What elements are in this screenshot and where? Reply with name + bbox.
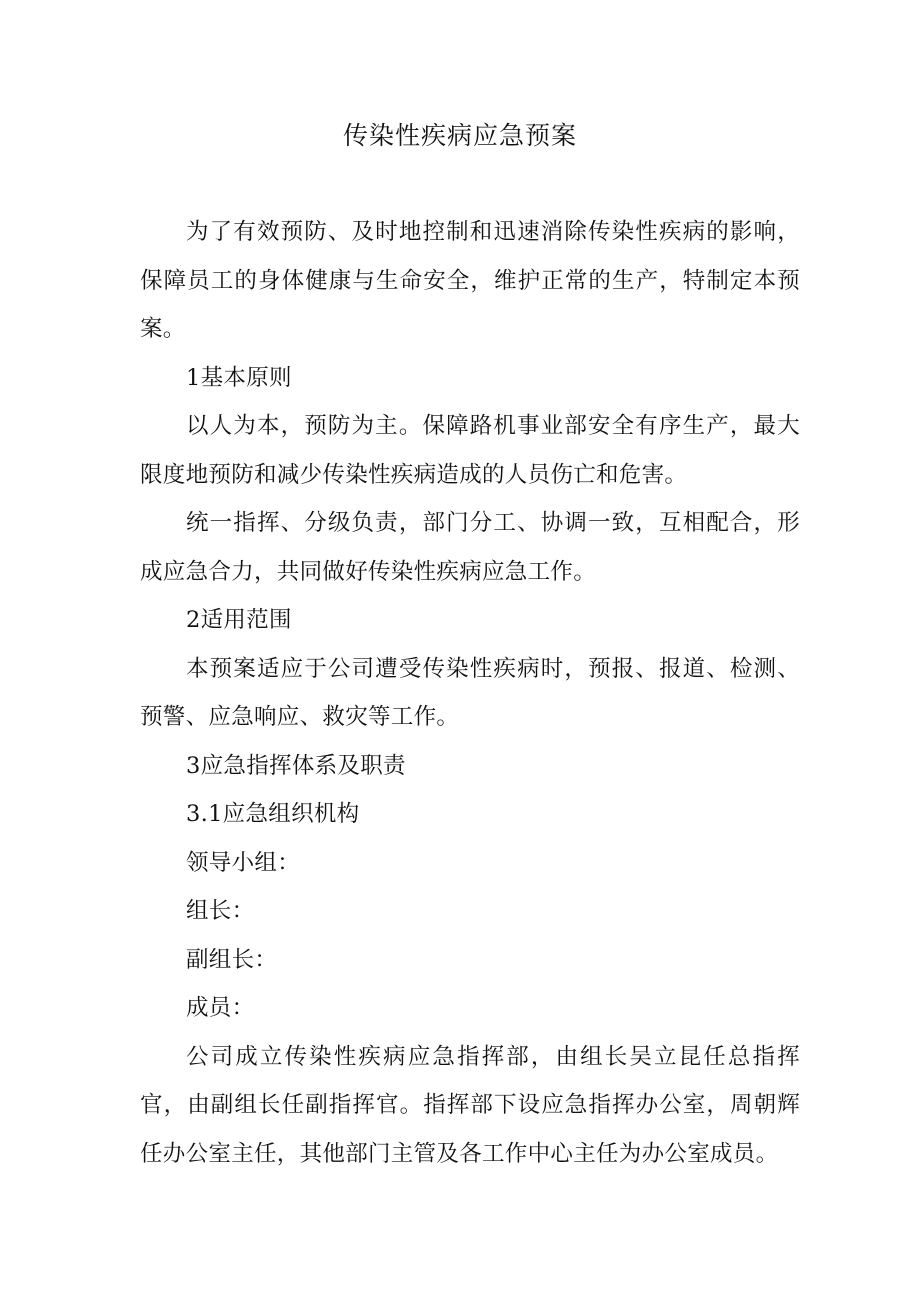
label-leadership-group: 领导小组： bbox=[186, 849, 301, 876]
document-body bbox=[140, 208, 800, 1178]
paragraph-command-headquarters: 公司成立传染性疾病应急指挥部，由组长吴立昆任总指挥官，由副组长任副指挥官。指挥部下设应急指挥办公室，周朝辉任办公室主任，其他部门主管及各工作中心主任为办公室成员。 bbox=[140, 1043, 800, 1167]
paragraph-principle-unified-command: 统一指挥、分级负责，部门分工、协调一致，互相配合，形成应急合力，共同做好传染性疾病应急工作。 bbox=[140, 510, 800, 585]
document-title: 传染性疾病应急预案 bbox=[342, 121, 577, 150]
section-heading-basic-principles: 1基本原则 bbox=[186, 364, 292, 391]
section-heading-scope: 2适用范围 bbox=[186, 607, 292, 633]
label-members: 成员： bbox=[186, 995, 255, 1021]
subsection-heading-organization: 3.1应急组织机构 bbox=[186, 801, 360, 827]
label-deputy-leader: 副组长： bbox=[186, 946, 278, 973]
section-heading-command-system: 3应急指挥体系及职责 bbox=[186, 752, 406, 779]
paragraph-principle-people-first: 以人为本，预防为主。保障路机事业部安全有序生产，最大限度地预防和减少传染性疾病造成的人员伤亡和危害。 bbox=[140, 413, 800, 488]
label-group-leader: 组长： bbox=[186, 898, 255, 924]
paragraph-scope: 本预案适应于公司遭受传染性疾病时，预报、报道、检测、预警、应急响应、救灾等工作。 bbox=[140, 655, 800, 730]
intro-paragraph: 为了有效预防、及时地控制和迅速消除传染性疾病的影响，保障员工的身体健康与生命安全，维护正常的生产，特制定本预案。 bbox=[140, 219, 800, 342]
